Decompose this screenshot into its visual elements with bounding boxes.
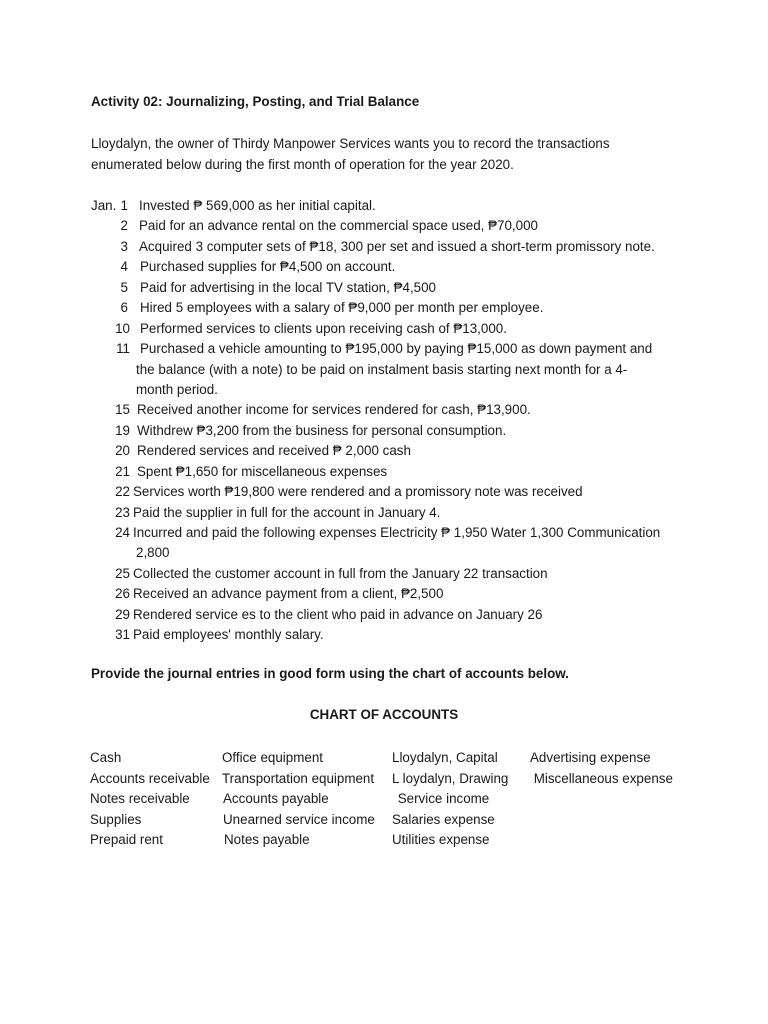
chart-title-text: CHART OF ACCOUNTS — [309, 707, 459, 722]
transaction-text: Services worth ₱19,800 were rendered and a promissory note was received — [133, 484, 583, 500]
transaction-row — [0, 462, 768, 482]
transaction-day: 22 — [115, 484, 130, 500]
transaction-day: 19 — [115, 422, 130, 438]
transaction-row — [0, 278, 768, 298]
transaction-day: 25 — [115, 565, 130, 581]
transaction-continuation-text: 2,800 — [136, 545, 170, 561]
account-column — [530, 748, 673, 789]
transaction-text: Paid for advertising in the local TV station, ₱4,500 — [140, 279, 437, 295]
transaction-day: 6 — [120, 300, 128, 316]
transaction-row — [0, 605, 768, 625]
transaction-text: Performed services to clients upon receiving cash of ₱13,000. — [140, 320, 507, 336]
account-name: Advertising expense — [530, 750, 651, 765]
account-name: Notes payable — [224, 832, 310, 847]
transaction-row — [0, 400, 768, 420]
transaction-day: 3 — [120, 238, 128, 254]
account-name: Lloydalyn, Capital — [392, 750, 498, 765]
transaction-continuation-row — [0, 543, 768, 563]
transaction-row — [0, 298, 768, 318]
transaction-text: Acquired 3 computer sets of ₱18, 300 per set and issued a short-term promissory note. — [139, 238, 655, 254]
transaction-day: 20 — [115, 443, 130, 459]
transaction-text: Purchased a vehicle amounting to ₱195,000 by paying ₱15,000 as down payment and — [140, 341, 653, 357]
transaction-continuation-row — [0, 360, 768, 380]
transaction-text: Received another income for services rendered for cash, ₱13,900. — [137, 402, 531, 418]
transaction-text: Rendered service es to the client who paid in advance on January 26 — [133, 606, 543, 622]
transaction-row — [0, 564, 768, 584]
account-name: Prepaid rent — [90, 832, 163, 847]
transaction-text: Incurred and paid the following expenses Electricity ₱ 1,950 Water 1,300 Communication — [133, 525, 661, 540]
account-name: Unearned service income — [223, 811, 375, 827]
month-label: Jan. — [91, 198, 117, 213]
account-name: L loydalyn, Drawing — [392, 770, 509, 786]
account-name: Office equipment — [222, 750, 323, 765]
intro-line: Lloydalyn, the owner of Thirdy Manpower Services wants you to record the transactions — [91, 136, 610, 151]
transaction-day: 5 — [120, 279, 128, 295]
document-title: Activity 02: Journalizing, Posting, and Trial Balance — [91, 94, 420, 109]
transaction-text: Collected the customer account in full from the January 22 transaction — [133, 565, 548, 581]
transaction-day: 24 — [115, 525, 130, 540]
transaction-day: 29 — [115, 606, 130, 622]
transaction-continuation-text: month period. — [136, 381, 218, 397]
account-column — [392, 748, 508, 851]
transaction-text: Paid employees' monthly salary. — [133, 627, 324, 643]
transaction-row — [0, 196, 768, 216]
account-column — [222, 748, 375, 851]
transaction-text: Paid for an advance rental on the commercial space used, ₱70,000 — [139, 218, 538, 234]
transaction-text: Rendered services and received ₱ 2,000 cash — [137, 443, 411, 459]
transaction-row — [0, 216, 768, 236]
transaction-list — [0, 196, 768, 646]
transaction-row — [0, 523, 768, 543]
transaction-day: 11 — [116, 341, 130, 357]
transaction-day: 2 — [120, 218, 128, 234]
account-name: Accounts payable — [223, 791, 329, 806]
account-column — [90, 748, 210, 851]
account-name: Cash — [90, 750, 122, 765]
transaction-row — [0, 237, 768, 257]
account-name: Salaries expense — [392, 811, 495, 827]
account-name: Miscellaneous expense — [530, 770, 673, 786]
account-name: Notes receivable — [90, 791, 190, 806]
transaction-row — [0, 625, 768, 645]
transaction-day: 4 — [120, 259, 128, 275]
transaction-day: 26 — [115, 586, 130, 602]
transaction-row — [0, 441, 768, 461]
transaction-day: 15 — [115, 402, 130, 418]
transaction-text: Withdrew ₱3,200 from the business for personal consumption. — [137, 422, 507, 438]
account-name: Accounts receivable — [90, 770, 210, 786]
intro-line: enumerated below during the first month of operation for the year 2020. — [91, 156, 514, 172]
transaction-text: Hired 5 employees with a salary of ₱9,000 per month per employee. — [140, 300, 544, 316]
transaction-row — [0, 503, 768, 523]
transaction-row — [0, 339, 768, 359]
transaction-continuation-row — [0, 380, 768, 400]
transaction-row — [0, 319, 768, 339]
transaction-day: 21 — [115, 463, 130, 479]
instruction-text: Provide the journal entries in good form using the chart of accounts below. — [91, 666, 569, 681]
transaction-day: 10 — [115, 320, 130, 336]
transaction-row — [0, 421, 768, 441]
transaction-day: 23 — [115, 504, 130, 520]
transaction-text: Spent ₱1,650 for miscellaneous expenses — [137, 463, 388, 479]
chart-of-accounts-title — [0, 707, 768, 722]
transaction-row — [0, 257, 768, 277]
account-name: Service income — [394, 791, 490, 806]
transaction-row — [0, 482, 768, 502]
account-name: Supplies — [90, 811, 142, 827]
transaction-day: 31 — [115, 627, 130, 643]
transaction-text: Purchased supplies for ₱4,500 on account. — [140, 259, 396, 275]
transaction-continuation-text: the balance (with a note) to be paid on instalment basis starting next month for a 4- — [136, 361, 628, 377]
transaction-row — [0, 584, 768, 604]
transaction-day: 1 — [120, 198, 128, 213]
transaction-text: Received an advance payment from a client, ₱2,500 — [133, 586, 444, 602]
account-name: Utilities expense — [392, 832, 490, 847]
transaction-text: Invested ₱ 569,000 as her initial capital. — [139, 198, 376, 213]
transaction-text: Paid the supplier in full for the account in January 4. — [133, 504, 441, 520]
account-name: Transportation equipment — [222, 770, 375, 786]
intro-paragraph — [91, 134, 691, 175]
